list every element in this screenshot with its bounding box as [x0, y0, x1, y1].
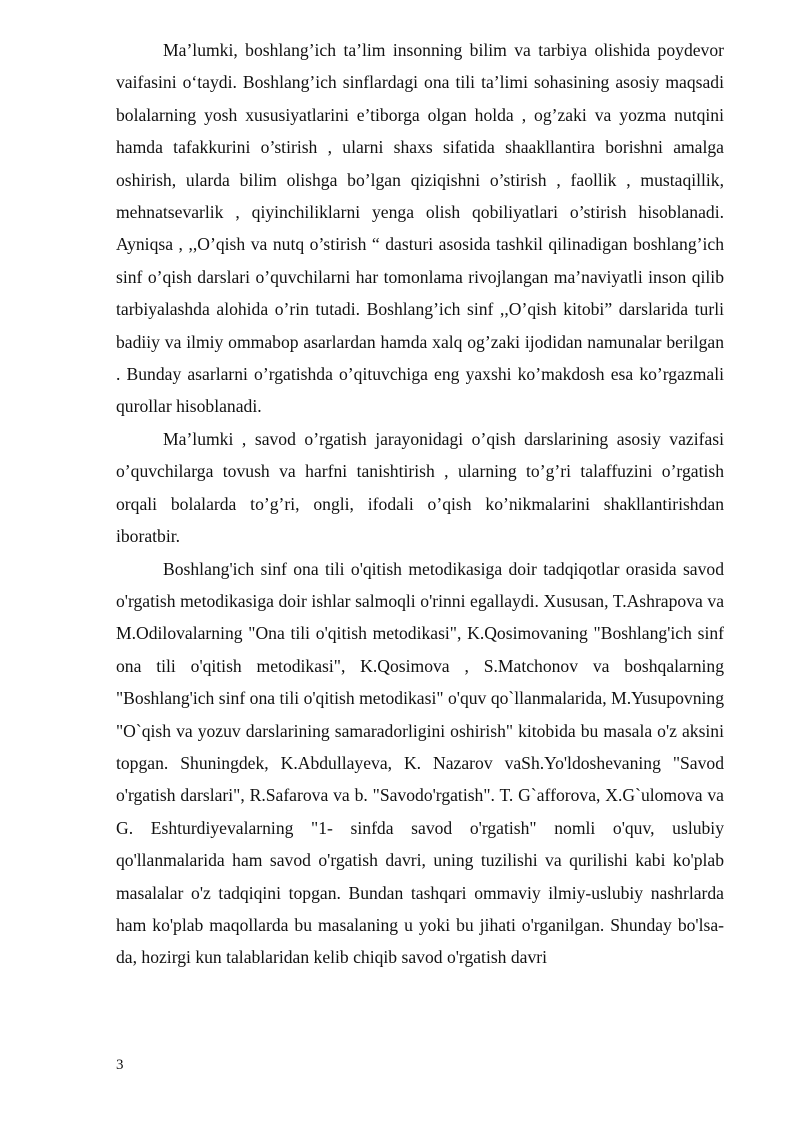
paragraph-1: Ma’lumki, boshlang’ich ta’lim insonning bilim va tarbiya olishida poydevor vaifasini o‘taydi. Boshlang’ich sinflardagi ona tili ta’limi sohasining asosiy maqsadi bolalarning yosh xususiyatlarini e’tiborga olgan holda , og’zaki va yozma nutqini hamda tafakkurini o’stirish , ularni shaxs sifatida shaakllantira borishni amalga oshirish, ularda bilim olishga bo’lgan qiziqishni o’stirish , faollik , mustaqillik, mehnatsevarlik , qiyinchiliklarni yenga olish qobiliyatlari o’stirish hisoblanadi. Ayniqsa , ,,O’qish va nutq o’stirish “ dasturi asosida tashkil qilinadigan boshlang’ich sinf o’qish darslari o’quvchilarni har tomonlama rivojlangan ma’naviyatli inson qilib tarbiyalashda alohida o’rin tutadi. Boshlang’ich sinf ,,O’qish kitobi” darslarida turli badiiy va ilmiy ommabop asarlardan hamda xalq og’zaki ijodidan namunalar berilgan . Bunday asarlarni o’rgatishda o’qituvchiga eng yaxshi ko’makdosh esa ko’rgazmali qurollar hisoblanadi.: [116, 40, 724, 417]
paragraph-3: Boshlang'ich sinf ona tili o'qitish metodikasiga doir tadqiqotlar orasida savod o'rgatish metodikasiga doir ishlar salmoqli o'rinni egallaydi. Xususan, T.Ashrapova va M.Odilovalarning "Ona tili o'qitish metodikasi", K.Qosimovaning "Boshlang'ich sinf ona tili o'qitish metodikasi", K.Qosimova , S.Matchonov va boshqalarning "Boshlang'ich sinf ona tili o'qitish metodikasi" o'quv qo`llanmalarida, M.Yusupovning "O`qish va yozuv darslarining samaradorligini oshirish" kitobida bu masala o'z aksini topgan. Shuningdek, K.Abdullayeva, K. Nazarov vaSh.Yo'ldoshevaning "Savod o'rgatish darslari", R.Safarova va b. "Savodo'rgatish". T. G`afforova, X.G`ulomova va G. Eshturdiyevalarning "1- sinfda savod o'rgatish" nomli o'quv, uslubiy qo'llanmalarida ham savod o'rgatish davri, uning tuzilishi va qurilishi kabi ko'plab masalalar o'z tadqiqini topgan. Bundan tashqari ommaviy ilmiy-uslubiy nashrlarda ham ko'plab maqollarda bu masalaning u yoki bu jihati o'rganilgan. Shunday bo'lsa-da, hozirgi kun talablaridan kelib chiqib savod o'rgatish davri: [116, 558, 724, 968]
page-number: 3: [116, 1057, 124, 1073]
document-page: [116, 34, 724, 974]
paragraph-2: Ma’lumki , savod o’rgatish jarayonidagi o’qish darslarining asosiy vazifasi o’quvchilarga tovush va harfni tanishtirish , ularning to’g’ri talaffuzini o’rgatish orqali bolalarda to’g’ri, ongli, ifodali o’qish ko’nikmalarini shakllantirishdan iboratbir.: [116, 428, 724, 547]
